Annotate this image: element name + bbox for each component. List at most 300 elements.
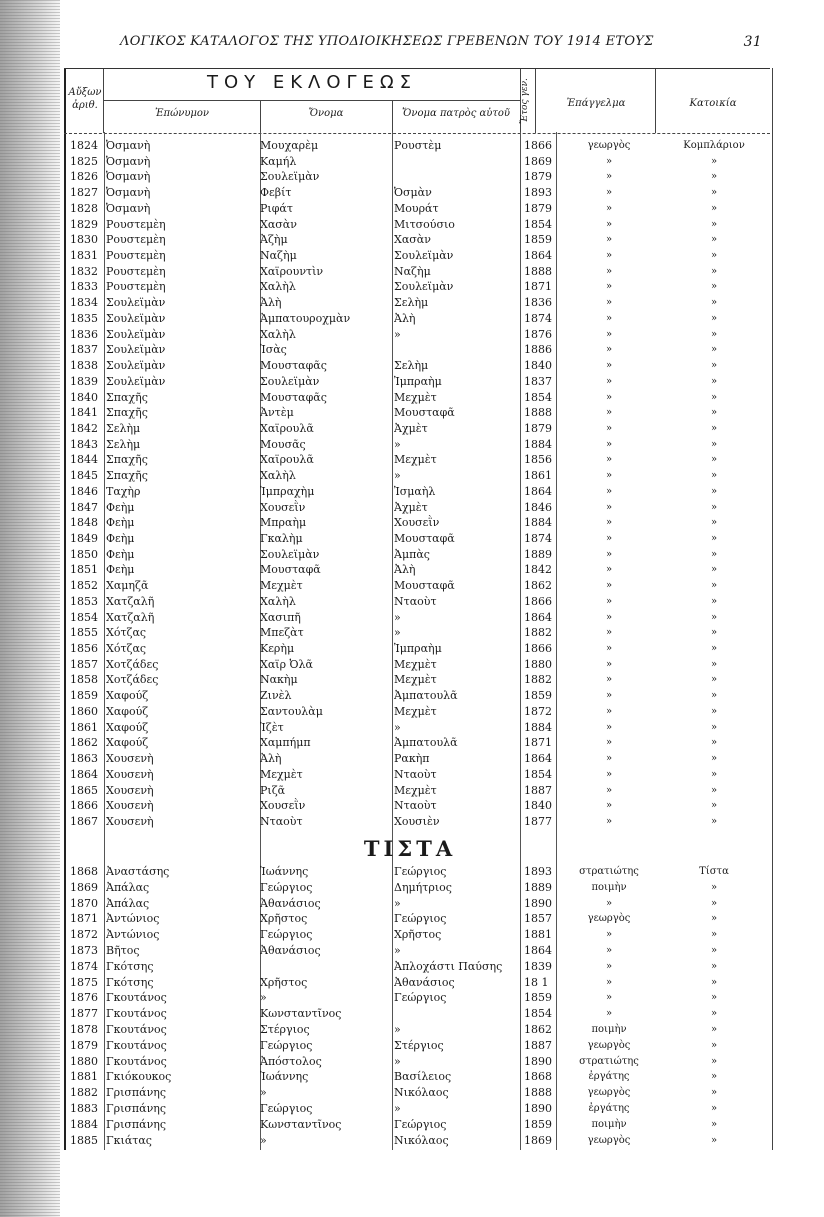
cell-num: 1846: [70, 484, 98, 498]
cell-num: 1865: [70, 783, 98, 797]
cell-res: »: [710, 360, 718, 372]
cell-father: »: [394, 944, 401, 957]
cell-res: »: [710, 768, 718, 780]
cell-occ: γεωργὸς: [587, 1039, 631, 1051]
cell-name: Χρῆστος: [260, 912, 308, 926]
cell-occ: »: [605, 328, 613, 340]
cell-res: »: [710, 454, 718, 466]
cell-name: Ἰωάννης: [260, 1070, 309, 1084]
cell-sur: Γρισπάνης: [106, 1102, 167, 1115]
cell-father: Μιτσούσιο: [394, 217, 455, 231]
cell-sur: Χουσενὴ: [106, 752, 154, 766]
cell-year: 1846: [524, 500, 552, 514]
cell-occ: »: [605, 155, 613, 167]
cell-name: Χασὰν: [260, 217, 297, 231]
cell-father: Μουσταφᾶ: [394, 532, 455, 545]
cell-res: »: [710, 470, 718, 482]
cell-year: 1859: [524, 1117, 552, 1131]
cell-res: Κομπλάριον: [683, 140, 745, 151]
cell-year: 1866: [524, 594, 552, 608]
cell-res: »: [710, 501, 718, 513]
cell-num: 1874: [70, 959, 98, 973]
cell-year: 1889: [524, 547, 552, 561]
cell-num: 1866: [70, 799, 98, 813]
cell-year: 1840: [524, 799, 552, 813]
cell-occ: »: [605, 897, 613, 909]
cell-father: Ἀμπατουλᾶ: [394, 736, 458, 750]
table-row: [64, 1054, 770, 1070]
cell-occ: »: [605, 171, 613, 183]
cell-year: 1866: [524, 139, 552, 152]
cell-name: Μπεζὰτ: [260, 626, 304, 640]
cell-name: Καμήλ: [260, 154, 297, 168]
table-row: [64, 217, 770, 233]
cell-name: Ναζὴμ: [260, 249, 297, 263]
cell-name: Ἀμπατουροχμὰν: [260, 311, 351, 325]
cell-sur: Φεὴμ: [106, 516, 135, 530]
cell-year: 1864: [524, 752, 552, 766]
cell-year: 1882: [524, 626, 552, 640]
table-row: [64, 232, 770, 248]
table-row: [64, 1006, 770, 1022]
cell-father: Ἀθανάσιος: [394, 975, 455, 989]
cell-father: Ρακὴπ: [394, 752, 430, 766]
cell-occ: ποιμὴν: [591, 1024, 627, 1035]
section-title: ΤΙΣΤΑ: [363, 836, 457, 861]
cell-year: 1854: [524, 767, 552, 781]
cell-father: Χρῆστος: [394, 928, 442, 942]
cell-name: Χουσεῒν: [260, 500, 306, 514]
cell-sur: Ὀσμανὴ: [106, 186, 151, 200]
table-row: [64, 515, 770, 531]
cell-sur: Χατζαλῆ: [106, 610, 155, 624]
cell-res: »: [710, 1103, 718, 1114]
cell-father: Ναζὴμ: [394, 264, 431, 278]
cell-occ: »: [605, 202, 613, 214]
cell-res: »: [710, 407, 718, 419]
cell-occ: »: [605, 643, 613, 655]
cell-occ: »: [605, 391, 613, 403]
cell-sur: Γκουτάνος: [106, 1007, 167, 1021]
table-row: [64, 405, 770, 421]
cell-res: Τίστα: [699, 866, 729, 877]
cell-father: »: [394, 1102, 401, 1115]
cell-sur: Σουλεϊμὰν: [106, 343, 166, 357]
cell-num: 1872: [70, 928, 98, 942]
cell-num: 1845: [70, 469, 98, 483]
cell-sur: Χατζαλῆ: [106, 594, 155, 608]
cell-year: 1879: [524, 201, 552, 215]
cell-sur: Ὀσμανὴ: [106, 139, 151, 152]
cell-occ: »: [605, 1008, 613, 1020]
cell-father: Ἀμπατουλᾶ: [394, 689, 458, 703]
column-header-father: Ὄνομα πατρὸς αὐτοῦ: [402, 108, 510, 119]
cell-num: 1836: [70, 327, 98, 341]
table-row: [64, 295, 770, 311]
cell-res: »: [710, 580, 718, 592]
cell-father: Μεχμὲτ: [394, 657, 437, 671]
cell-res: »: [710, 1134, 718, 1146]
table-row: [64, 735, 770, 751]
cell-sur: Γκότσης: [106, 959, 154, 973]
cell-name: Ἀζὴμ: [260, 233, 288, 247]
cell-res: »: [710, 753, 718, 765]
cell-name: Ἀλὴ: [260, 296, 282, 310]
cell-occ: »: [605, 407, 613, 419]
cell-res: »: [710, 881, 718, 893]
cell-occ: »: [605, 690, 613, 702]
cell-father: Ἀχμὲτ: [394, 500, 428, 514]
cell-num: 1850: [70, 547, 98, 561]
cell-num: 1882: [70, 1086, 98, 1100]
page-header: [120, 34, 770, 49]
cell-year: 1864: [524, 610, 552, 624]
cell-year: 1886: [524, 343, 552, 357]
cell-num: 1870: [70, 896, 98, 910]
table-row: [64, 610, 770, 626]
cell-father: »: [394, 626, 401, 640]
cell-num: 1869: [70, 880, 98, 894]
table-row: [64, 751, 770, 767]
cell-year: 1864: [524, 484, 552, 498]
cell-father: Ἀλὴ: [394, 311, 416, 325]
cell-res: »: [710, 929, 718, 941]
cell-father: Νταοὺτ: [394, 767, 437, 781]
table-row: [64, 657, 770, 673]
cell-father: Ἰμπραὴμ: [394, 642, 442, 656]
cell-father: Σουλεϊμὰν: [394, 249, 454, 263]
cell-year: 1889: [524, 880, 552, 894]
cell-num: 1867: [70, 814, 98, 828]
cell-name: »: [260, 1133, 267, 1147]
cell-occ: »: [605, 187, 613, 199]
cell-year: 1864: [524, 249, 552, 263]
cell-sur: Χουσενὴ: [106, 767, 154, 781]
cell-father: Μεχμὲτ: [394, 673, 437, 687]
cell-year: 1888: [524, 1086, 552, 1100]
cell-name: Κωνσταντῖνος: [260, 1007, 342, 1021]
table-row: [64, 531, 770, 547]
cell-num: 1838: [70, 359, 98, 373]
cell-sur: Χοτζάδες: [106, 657, 159, 671]
cell-year: 1876: [524, 327, 552, 341]
cell-occ: »: [605, 784, 613, 796]
cell-occ: »: [605, 501, 613, 513]
cell-res: »: [710, 533, 718, 544]
cell-year: 1866: [524, 642, 552, 656]
cell-res: »: [710, 1087, 718, 1099]
cell-father: Γεώργιος: [394, 1117, 447, 1131]
cell-res: »: [710, 1039, 718, 1051]
cell-year: 1869: [524, 1133, 552, 1147]
cell-res: »: [710, 611, 718, 623]
page-header-title: ΛΟΓΙΚΟΣ ΚΑΤΑΛΟΓΟΣ ΤΗΣ ΥΠΟΔΙΟΙΚΗΣΕΩΣ ΓΡΕΒΕΝΩΝ ΤΟΥ 1914 ΕΤΟΥΣ: [120, 34, 654, 49]
table-row: [64, 1069, 770, 1085]
column-header-aux: Αὔξων ἀριθ.: [68, 87, 102, 111]
cell-name: »: [260, 991, 267, 1005]
cell-occ: »: [605, 658, 613, 670]
cell-name: Φεβίτ: [260, 186, 292, 200]
cell-res: »: [710, 992, 718, 1004]
cell-occ: »: [605, 454, 613, 466]
cell-year: 1859: [524, 991, 552, 1005]
cell-num: 1868: [70, 865, 98, 878]
cell-occ: ἐργάτης: [588, 1103, 630, 1114]
cell-num: 1880: [70, 1054, 98, 1068]
cell-occ: »: [605, 815, 613, 827]
cell-father: Μεχμὲτ: [394, 704, 437, 718]
cell-occ: »: [605, 945, 613, 956]
cell-year: 1879: [524, 170, 552, 184]
cell-father: »: [394, 469, 401, 483]
cell-num: 1825: [70, 154, 98, 168]
cell-father: Μεχμὲτ: [394, 453, 437, 467]
page-number: 31: [743, 34, 762, 50]
cell-year: 1836: [524, 296, 552, 310]
cell-year: 1872: [524, 704, 552, 718]
cell-year: 1862: [524, 1023, 552, 1036]
cell-name: Ἰμπραχὴμ: [260, 484, 315, 498]
cell-num: 1861: [70, 720, 98, 734]
cell-sur: Φεὴμ: [106, 500, 135, 514]
cell-year: 1837: [524, 374, 552, 388]
cell-num: 1829: [70, 217, 98, 231]
cell-name: Σουλεϊμὰν: [260, 374, 320, 388]
cell-num: 1839: [70, 374, 98, 388]
cell-father: Ἰσμαὴλ: [394, 484, 436, 498]
cell-num: 1830: [70, 233, 98, 247]
cell-occ: »: [605, 960, 613, 972]
cell-year: 1862: [524, 579, 552, 593]
table-row: [64, 880, 770, 896]
cell-num: 1853: [70, 594, 98, 608]
cell-occ: στρατιώτης: [579, 866, 639, 877]
cell-res: »: [710, 627, 718, 639]
table-row: [64, 641, 770, 657]
cell-occ: »: [605, 611, 613, 623]
cell-father: Στέργιος: [394, 1038, 444, 1052]
cell-year: 1856: [524, 453, 552, 467]
column-header-year: Ἔτος γεν.: [520, 78, 530, 124]
cell-year: 1854: [524, 390, 552, 404]
cell-occ: »: [605, 312, 613, 324]
cell-sur: Σουλεϊμὰν: [106, 359, 166, 373]
cell-father: »: [394, 327, 401, 341]
cell-occ: »: [605, 929, 613, 941]
cell-num: 1878: [70, 1023, 98, 1036]
cell-father: Ρουστὲμ: [394, 139, 442, 152]
cell-name: Ἰωάννης: [260, 865, 309, 878]
table-row: [64, 327, 770, 343]
cell-res: »: [710, 674, 718, 686]
cell-res: »: [710, 202, 718, 214]
cell-num: 1848: [70, 516, 98, 530]
cell-num: 1852: [70, 579, 98, 593]
cell-sur: Ὀσμανὴ: [106, 201, 151, 215]
cell-sur: Χουσενὴ: [106, 783, 154, 797]
table-row: [64, 201, 770, 217]
cell-father: Ἰμπραὴμ: [394, 374, 442, 388]
cell-occ: στρατιώτης: [579, 1055, 639, 1067]
cell-year: 1859: [524, 689, 552, 703]
cell-sur: Φεὴμ: [106, 532, 135, 545]
cell-res: »: [710, 784, 718, 796]
cell-num: 1855: [70, 626, 98, 640]
cell-num: 1879: [70, 1038, 98, 1052]
cell-sur: Ἀντώνιος: [106, 928, 160, 942]
cell-father: Μουσταφᾶ: [394, 406, 455, 420]
cell-year: 1854: [524, 1007, 552, 1021]
table-row: [64, 943, 770, 959]
cell-name: Σουλεϊμὰν: [260, 170, 320, 184]
cell-father: »: [394, 437, 401, 451]
cell-res: »: [710, 548, 718, 560]
table-row: [64, 594, 770, 610]
cell-sur: Χαφούζ: [106, 704, 149, 718]
cell-name: Ἀντὲμ: [260, 406, 294, 420]
cell-sur: Ταχὴρ: [106, 484, 141, 498]
cell-num: 1827: [70, 186, 98, 200]
cell-res: »: [710, 643, 718, 655]
table-row: [64, 927, 770, 943]
table-row: [64, 688, 770, 704]
cell-res: »: [710, 391, 718, 403]
cell-sur: Σελὴμ: [106, 437, 141, 451]
cell-name: Ἰσὰς: [260, 343, 287, 357]
table-row: [64, 500, 770, 516]
cell-year: 1839: [524, 959, 552, 973]
cell-name: Νταοὺτ: [260, 814, 303, 828]
cell-sur: Χαφούζ: [106, 689, 149, 703]
cell-father: Μουράτ: [394, 201, 439, 215]
cell-sur: Ἀπάλας: [106, 880, 150, 894]
cell-num: 1858: [70, 673, 98, 687]
cell-occ: »: [605, 976, 613, 988]
cell-num: 1824: [70, 139, 98, 152]
cell-occ: »: [605, 627, 613, 639]
cell-res: »: [710, 218, 718, 230]
cell-num: 1873: [70, 944, 98, 957]
cell-num: 1841: [70, 406, 98, 420]
cell-sur: Σπαχῆς: [106, 406, 148, 420]
cell-occ: »: [605, 250, 613, 262]
table-row: [64, 625, 770, 641]
cell-num: 1847: [70, 500, 98, 514]
cell-occ: »: [605, 737, 613, 749]
cell-year: 1857: [524, 912, 552, 926]
cell-num: 1835: [70, 311, 98, 325]
cell-year: 1874: [524, 532, 552, 545]
cell-name: Χαμπήμπ: [260, 736, 311, 750]
cell-sur: Γρισπάνης: [106, 1117, 167, 1131]
table-row: [64, 547, 770, 563]
cell-sur: Σπαχῆς: [106, 469, 148, 483]
cell-sur: Ρουστεμὲη: [106, 217, 166, 231]
table-row: [64, 911, 770, 927]
cell-res: »: [710, 1055, 718, 1067]
table-row: [64, 374, 770, 390]
cell-name: Χουσεῒν: [260, 799, 306, 813]
cell-name: Κερὴμ: [260, 642, 295, 656]
cell-father: »: [394, 720, 401, 734]
table-row: [64, 248, 770, 264]
cell-sur: Γκιόκουκος: [106, 1070, 172, 1084]
table-row: [64, 484, 770, 500]
table-row: [64, 578, 770, 594]
cell-year: 1871: [524, 736, 552, 750]
cell-name: Μουχαρὲμ: [260, 139, 319, 152]
cell-sur: Γκουτάνος: [106, 1038, 167, 1052]
cell-num: 1860: [70, 704, 98, 718]
table-row: [64, 672, 770, 688]
cell-num: 1871: [70, 912, 98, 926]
cell-name: Μουσταφᾶς: [260, 390, 327, 404]
cell-occ: »: [605, 360, 613, 372]
cell-name: Γεώργιος: [260, 1102, 313, 1115]
cell-year: 1893: [524, 865, 552, 878]
column-header-surname: Ἐπώνυμον: [154, 108, 209, 119]
cell-father: Ἀχμὲτ: [394, 421, 428, 435]
cell-occ: »: [605, 768, 613, 780]
cell-res: »: [710, 564, 718, 576]
cell-res: »: [710, 250, 718, 262]
cell-year: 1840: [524, 359, 552, 373]
cell-res: »: [710, 312, 718, 324]
cell-name: »: [260, 1086, 267, 1100]
cell-name: Ἰζὲτ: [260, 720, 284, 734]
cell-res: »: [710, 1024, 718, 1035]
cell-year: 1880: [524, 657, 552, 671]
cell-occ: γεωργὸς: [587, 140, 631, 151]
table-row: [64, 358, 770, 374]
cell-num: 1842: [70, 421, 98, 435]
cell-year: 1854: [524, 217, 552, 231]
cell-occ: »: [605, 595, 613, 607]
cell-res: »: [710, 328, 718, 340]
cell-year: 1884: [524, 516, 552, 530]
cell-name: Μπραὴμ: [260, 516, 307, 530]
cell-sur: Σουλεϊμὰν: [106, 327, 166, 341]
cell-year: 1893: [524, 186, 552, 200]
cell-sur: Γκουτάνος: [106, 991, 167, 1005]
cell-year: 1877: [524, 814, 552, 828]
cell-num: 1843: [70, 437, 98, 451]
cell-num: 1884: [70, 1117, 98, 1131]
cell-res: »: [710, 171, 718, 183]
table-row: [64, 342, 770, 358]
table-row: [64, 896, 770, 912]
cell-name: Γκαλὴμ: [260, 532, 303, 545]
cell-occ: »: [605, 992, 613, 1004]
cell-name: Χαϊρουλᾶ: [260, 453, 314, 467]
cell-year: 1887: [524, 783, 552, 797]
table-row: [64, 704, 770, 720]
table-row: [64, 390, 770, 406]
cell-year: 1882: [524, 673, 552, 687]
cell-res: »: [710, 438, 718, 450]
table-row: [64, 185, 770, 201]
cell-occ: »: [605, 470, 613, 482]
cell-res: »: [710, 344, 718, 356]
table-row: [64, 767, 770, 783]
cell-name: Γεώργιος: [260, 928, 313, 942]
table-row: [64, 169, 770, 185]
table-row: [64, 154, 770, 170]
cell-sur: Γκουτάνος: [106, 1023, 167, 1036]
cell-father: Χουσεῒν: [394, 516, 440, 530]
cell-res: »: [710, 281, 718, 293]
cell-father: Σελὴμ: [394, 296, 429, 310]
